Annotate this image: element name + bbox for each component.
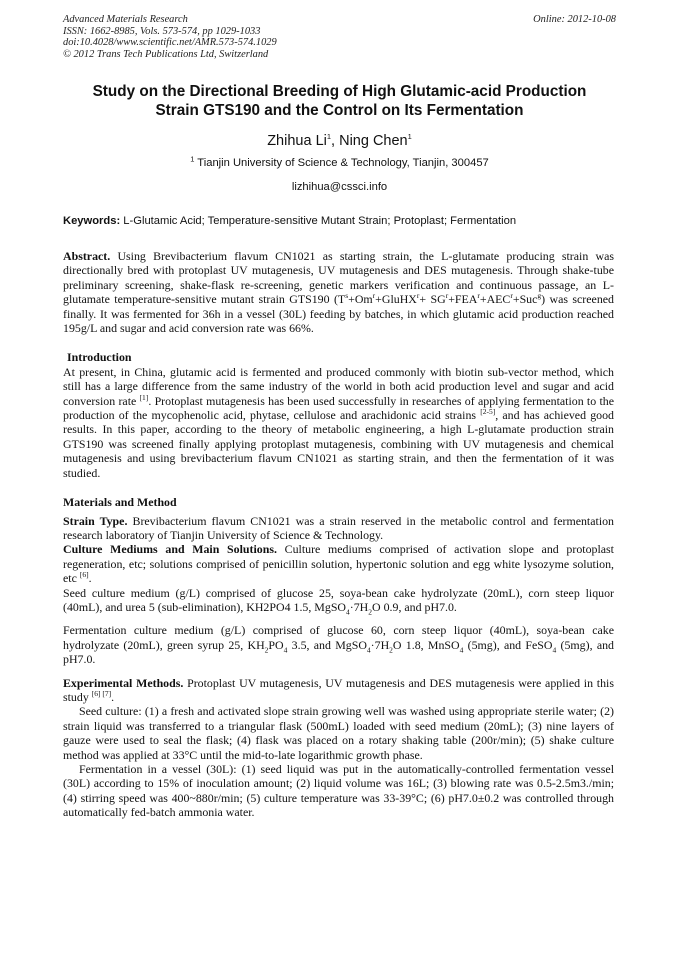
abstract-text: +FEA: [448, 292, 478, 307]
abstract-text: Using Brevibacterium flavum CN1021 as starting strain, the L-glutamate producing strain was directionally bred with protoplast UV mutagenesis, UV mutagenesis and DES mutagenesis. Through shake-tube preliminary screening, shake-flask re-screening, genetic markers verification and continuous passage, an L-glutamate temperature-sensitive mutant strain GTS190 (T: [63, 249, 614, 307]
intro-text: At present, in China, glutamic acid is fermented and produced commonly with biotin sub-vector method, which still has a large difference from the same industry of the world in both acid production level and sugar and acid conversion rate: [63, 364, 614, 408]
ferm-text: 3.5, and MgSO: [287, 637, 367, 652]
author-list: [63, 133, 616, 150]
superscript: r: [416, 291, 420, 301]
citation: [1]: [139, 392, 149, 402]
seed-text: ·7H: [349, 599, 369, 614]
title-line-2: Strain GTS190 and the Control on Its Fermentation: [155, 102, 524, 119]
journal-issn: ISSN: 1662-8985, Vols. 573-574, pp 1029-1033: [63, 25, 261, 37]
intro-text: , and has achieved good results. In this paper, according to the theory of metabolic engineering, a high L-glutamate production strain GTS190 was screened finally applying protoplast mutagenesis, combining with UV mutagenesis and chemical mutagenesis and using brevibacterium flavum CN1021 as starting strain, and then the fermentation of it was studied.: [63, 408, 614, 480]
strain-type-label: Strain Type.: [63, 513, 128, 528]
abstract-text: +GluHX: [375, 292, 417, 307]
paper-title: [63, 82, 616, 120]
ferm-text: (5mg), and pH7.0.: [63, 637, 614, 667]
abstract-text: +Om: [348, 292, 373, 307]
online-date: Online: 2012-10-08: [533, 14, 616, 25]
keywords-text: L-Glutamic Acid; Temperature-sensitive Mutant Strain; Protoplast; Fermentation: [120, 215, 517, 227]
ferm-text: O 1.8, MnSO: [392, 637, 460, 652]
seed-culture-paragraph: Seed culture: (1) a fresh and activated slope strain growing well was washed using appropriate sterile water; (2) strain liquid was transferred to a triangular flask (500mL) loaded with seed medium (20mL); (3) nine layers of gauze were used to seal the flask; (4) flask was placed on a rotary shaking table (200r/min); (5) shake culture method was applied at 33°C until the mid-to-late logarithmic growth phase.: [63, 704, 614, 762]
abstract-paragraph: [63, 249, 614, 335]
abstract-text: +AEC: [479, 292, 511, 307]
exp-text: Protoplast UV mutagenesis, UV mutagenesis and DES mutagenesis were applied in this study: [63, 675, 614, 704]
subscript: 4: [459, 645, 464, 655]
paper-body: [63, 249, 614, 820]
abstract-label: Abstract.: [63, 249, 111, 263]
superscript: g: [537, 291, 542, 301]
subscript: 4: [346, 607, 350, 617]
keywords-label: Keywords:: [63, 215, 121, 227]
culture-text: Culture mediums comprised of activation slope and protoplast regeneration, etc; solutions comprised of penicillin solution, hypertonic solution and egg white lysozyme solution, etc: [63, 542, 614, 586]
abstract-text: ) was screened finally. It was fermented for 36h in a vessel (30L) feeding by batches, in which glutamic acid production reached 195g/L and sugar and acid conversion rate was 66%.: [63, 292, 614, 336]
experimental-methods-paragraph: [63, 676, 614, 705]
culture-text: .: [88, 571, 92, 586]
ferm-text: ·7H: [370, 637, 390, 652]
author-email: lizhihua@cssci.info: [291, 181, 388, 193]
journal-copyright: © 2012 Trans Tech Publications Ltd, Switzerland: [63, 48, 269, 60]
author-affil-mark: 1: [326, 132, 332, 142]
superscript: s: [345, 291, 349, 301]
culture-mediums-label: Culture Mediums and Main Solutions.: [63, 542, 277, 557]
superscript: r: [445, 291, 449, 301]
strain-type-paragraph: [63, 514, 614, 543]
intro-text: . Protoplast mutagenesis has been used successfully in researches of applying fermentation to the production of the mycophenolic acid, phytase, cellulose and arachidonic acid strains: [63, 393, 614, 423]
subscript: 4: [366, 645, 371, 655]
subscript: 4: [283, 645, 288, 655]
exp-text: .: [111, 689, 115, 704]
author-name: Ning Chen: [339, 133, 408, 149]
seed-medium-paragraph: [63, 586, 614, 615]
fermentation-medium-paragraph: [63, 623, 614, 666]
abstract-text: + SG: [419, 292, 446, 307]
author-affil-mark: 1: [407, 132, 412, 142]
subscript: 2: [368, 607, 373, 617]
affil-mark: 1: [190, 154, 195, 164]
ferm-text: (5mg), and FeSO: [463, 637, 553, 652]
superscript: r: [477, 291, 480, 301]
journal-doi: doi:10.4028/www.scientific.net/AMR.573-574.1029: [63, 37, 277, 48]
seed-text: O 0.9, and pH7.0.: [372, 599, 457, 614]
citation: [6]: [79, 570, 89, 580]
affiliation: [63, 156, 616, 170]
author-name: Zhihua Li: [267, 133, 327, 149]
subscript: 2: [389, 645, 393, 655]
strain-type-text: Brevibacterium flavum CN1021 was a strain reserved in the metabolic control and fermentation research laboratory of Tianjin University of Science & Technology.: [63, 513, 615, 542]
subscript: 4: [552, 645, 557, 655]
abstract-text: +Suc: [512, 292, 538, 307]
author-separator: ,: [331, 133, 340, 149]
ferm-text: PO: [268, 637, 284, 652]
section-heading-introduction: Introduction: [67, 350, 132, 365]
journal-header: [63, 14, 616, 60]
affil-text: Tianjin University of Science & Technology, Tianjin, 300457: [194, 157, 489, 169]
experimental-methods-label: Experimental Methods.: [63, 675, 184, 690]
subscript: 2: [264, 645, 269, 655]
culture-mediums-paragraph: [63, 542, 614, 585]
superscript: r: [510, 291, 513, 301]
seed-text: Seed culture medium (g/L) comprised of glucose 25, soya-bean cake hydrolyzate (20mL), corn steep liquor (40mL), and urea 5 (sub-elimination), KH2PO4 1.5, MgSO: [63, 585, 614, 614]
citation: [2-5]: [480, 407, 496, 417]
fermentation-vessel-paragraph: Fermentation in a vessel (30L): (1) seed liquid was put in the automatically-controlled fermentation vessel (30L) according to 15% of inoculation amount; (2) liquid volume was 16L; (3) blowing rate was 0.5-2.5m3./min; (4) stirring speed was 400~880r/min; (5) culture temperature was 33-39°C; (6) pH7.0±0.2 was controlled through automatically fed-batch ammonia water.: [63, 762, 614, 820]
superscript: r: [372, 291, 376, 301]
introduction-paragraph: [63, 365, 614, 480]
keywords: [63, 214, 623, 228]
citation: [6] [7]: [91, 689, 112, 698]
title-line-1: Study on the Directional Breeding of High Glutamic-acid Production: [92, 83, 587, 100]
journal-name: Advanced Materials Research: [63, 14, 188, 25]
ferm-text: Fermentation culture medium (g/L) comprised of glucose 60, corn steep liquor (40mL), soya-bean cake hydrolyzate (20mL), green syrup 25, KH: [63, 623, 614, 652]
section-heading-materials-method: Materials and Method: [63, 495, 177, 510]
